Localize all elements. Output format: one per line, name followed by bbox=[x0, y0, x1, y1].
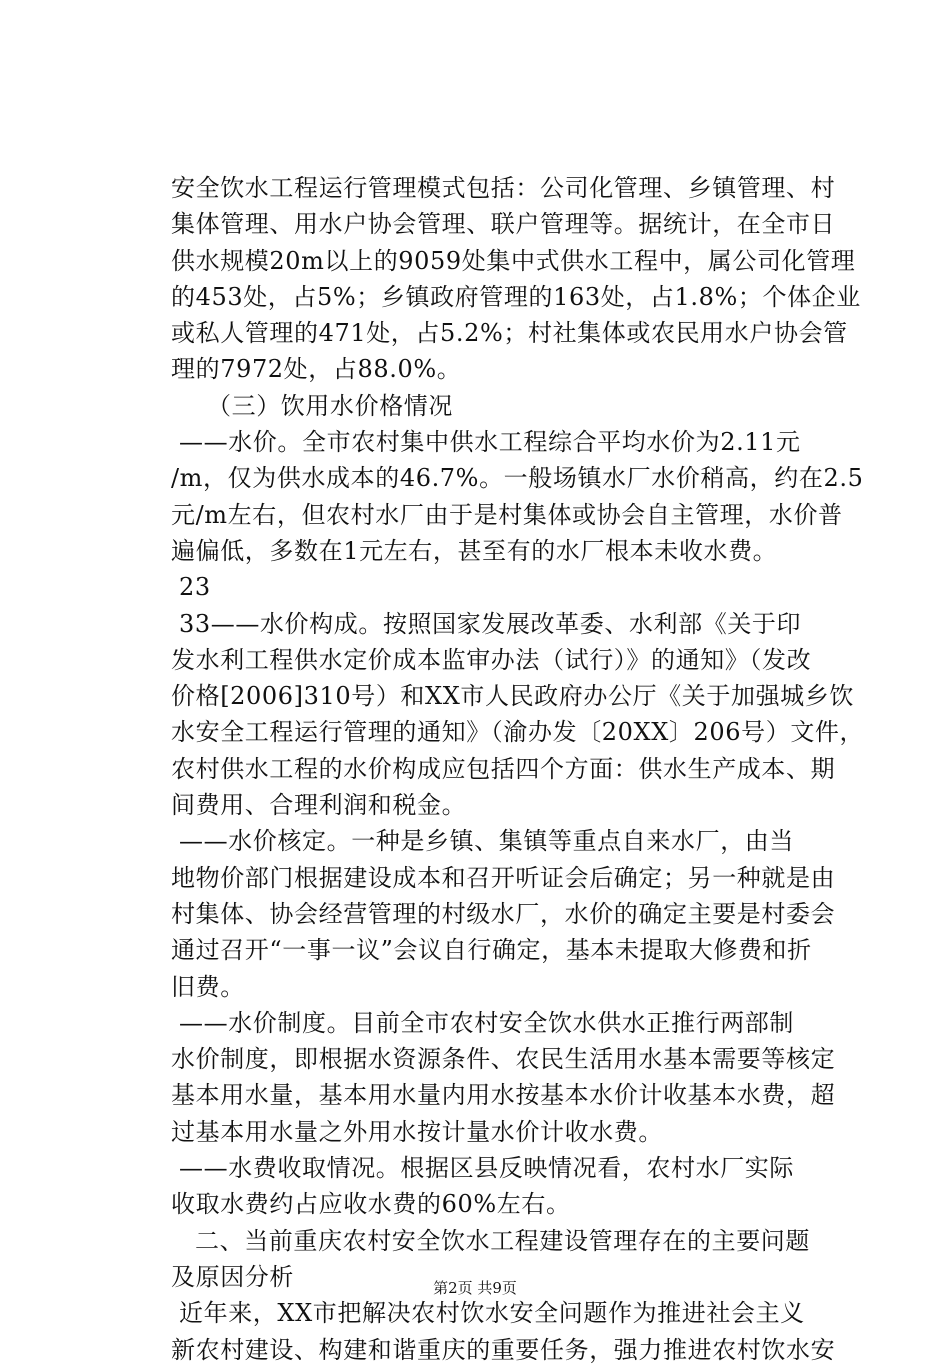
document-body bbox=[171, 170, 865, 1368]
text-line: 基本用水量，基本用水量内用水按基本水价计收基本水费，超 bbox=[171, 1081, 836, 1110]
text-line: 过基本用水量之外用水按计量水价计收水费。 bbox=[171, 1117, 663, 1146]
text-line: 水价制度，即根据水资源条件、农民生活用水基本需要等核定 bbox=[171, 1045, 836, 1074]
text-line: ——水费收取情况。根据区县反映情况看，农村水厂实际 bbox=[179, 1154, 794, 1183]
text-line: ——水价核定。一种是乡镇、集镇等重点自来水厂，由当 bbox=[179, 827, 794, 856]
text-line: 地物价部门根据建设成本和召开听证会后确定；另一种就是由 bbox=[171, 863, 836, 892]
text-line: 发水利工程供水定价成本监审办法（试行）》的通知》（发改 bbox=[171, 645, 812, 674]
section-heading: （三）饮用水价格情况 bbox=[207, 391, 453, 420]
section-heading: 二、当前重庆农村安全饮水工程建设管理存在的主要问题 bbox=[195, 1226, 810, 1255]
text-line: ——水价制度。目前全市农村安全饮水供水正推行两部制 bbox=[179, 1008, 794, 1037]
text-line: 近年来，XX市把解决农村饮水安全问题作为推进社会主义 bbox=[179, 1299, 805, 1328]
text-line: 旧费。 bbox=[171, 972, 245, 1001]
text-line: 农村供水工程的水价构成应包括四个方面：供水生产成本、期 bbox=[171, 754, 836, 783]
text-line: 集体管理、用水户协会管理、联户管理等。据统计，在全市日 bbox=[171, 210, 836, 239]
text-line: 理的7972处，占88.0%。 bbox=[171, 355, 462, 384]
text-line: 价格[2006]310号）和XX市人民政府办公厅《关于加强城乡饮 bbox=[171, 682, 854, 711]
text-line: 安全饮水工程运行管理模式包括：公司化管理、乡镇管理、村 bbox=[171, 174, 836, 202]
text-line: 村集体、协会经营管理的村级水厂，水价的确定主要是村委会 bbox=[171, 899, 836, 928]
text-line: 的453处，占5%；乡镇政府管理的163处，占1.8%；个体企业 bbox=[171, 282, 861, 311]
text-line: 水安全工程运行管理的通知》（渝办发〔20XX〕206号）文件， bbox=[171, 718, 865, 747]
section-heading-continued: 及原因分析 bbox=[171, 1262, 294, 1291]
text-line: 遍偏低，多数在1元左右，甚至有的水厂根本未收水费。 bbox=[171, 536, 778, 565]
text-line: 供水规模20m以上的9059处集中式供水工程中，属公司化管理 bbox=[171, 246, 856, 275]
text-line: 通过召开“一事一议”会议自行确定，基本未提取大修费和折 bbox=[171, 936, 812, 965]
text-line: 33——水价构成。按照国家发展改革委、水利部《关于印 bbox=[179, 609, 802, 638]
text-line: 收取水费约占应收水费的60%左右。 bbox=[171, 1190, 571, 1219]
text-line: 间费用、合理利润和税金。 bbox=[171, 791, 467, 820]
page-number-footer: 第2页 共9页 bbox=[433, 1279, 517, 1297]
text-line: 元/m左右，但农村水厂由于是村集体或协会自主管理，水价普 bbox=[171, 500, 843, 529]
text-line: 23 bbox=[179, 573, 211, 602]
text-line: ——水价。全市农村集中供水工程综合平均水价为2.11元 bbox=[179, 428, 801, 457]
text-line: /m，仅为供水成本的46.7%。一般场镇水厂水价稍高，约在2.5 bbox=[171, 464, 864, 493]
text-line: 新农村建设、构建和谐重庆的重要任务，强力推进农村饮水安 bbox=[171, 1335, 836, 1364]
text-line: 或私人管理的471处，占5.2%；村社集体或农民用水户协会管 bbox=[171, 319, 848, 348]
